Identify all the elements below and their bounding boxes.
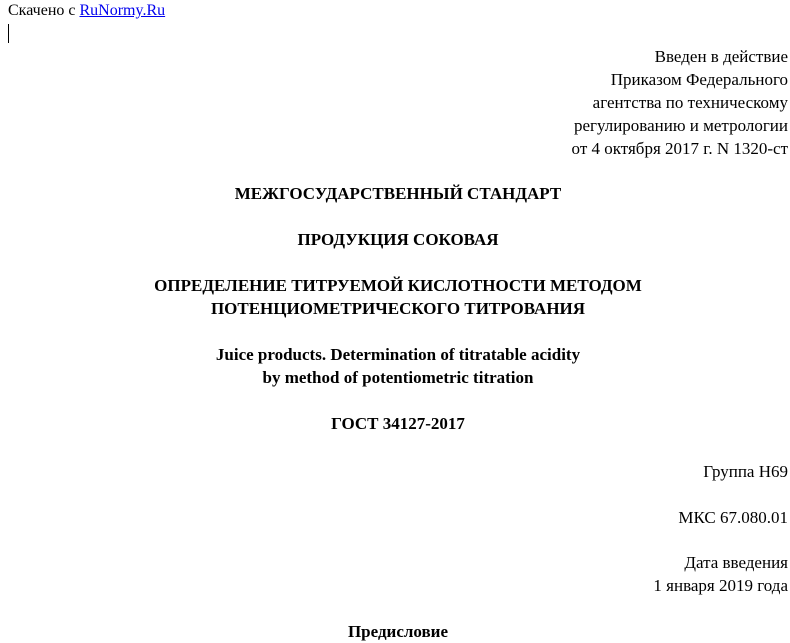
introduction-date-value: 1 января 2019 года [653, 576, 788, 595]
foreword-heading: Предисловие [347, 622, 449, 641]
english-title [0, 343, 790, 389]
enactment-notice [572, 45, 788, 160]
standard-title: МЕЖГОСУДАРСТВЕННЫЙ СТАНДАРТ [234, 184, 562, 203]
enactment-line: агентства по техническому [592, 93, 788, 112]
enactment-line: от 4 октября 2017 г. N 1320-ст [571, 139, 788, 158]
method-title-line: ОПРЕДЕЛЕНИЕ ТИТРУЕМОЙ КИСЛОТНОСТИ МЕТОДОМ [154, 276, 642, 295]
english-title-line: Juice products. Determination of titratable acidity [215, 345, 581, 364]
enactment-line: регулированию и метрологии [573, 116, 788, 135]
english-title-line: by method of potentiometric titration [262, 368, 534, 387]
source-line [8, 1, 165, 21]
mks-code: МКС 67.080.01 [678, 508, 788, 527]
product-title: ПРОДУКЦИЯ СОКОВАЯ [297, 230, 499, 249]
source-prefix: Скачено с [8, 2, 76, 19]
enactment-line: Введен в действие [654, 47, 788, 66]
introduction-date [653, 551, 788, 597]
text-cursor [8, 24, 9, 43]
introduction-date-label: Дата введения [684, 553, 788, 572]
method-title [0, 274, 790, 320]
gost-number: ГОСТ 34127-2017 [331, 414, 465, 433]
classification-group: Группа Н69 [703, 462, 788, 481]
method-title-line: ПОТЕНЦИОМЕТРИЧЕСКОГО ТИТРОВАНИЯ [210, 299, 586, 318]
enactment-line: Приказом Федерального [610, 70, 788, 89]
runormy-link[interactable]: RuNormy.Ru [79, 2, 166, 19]
